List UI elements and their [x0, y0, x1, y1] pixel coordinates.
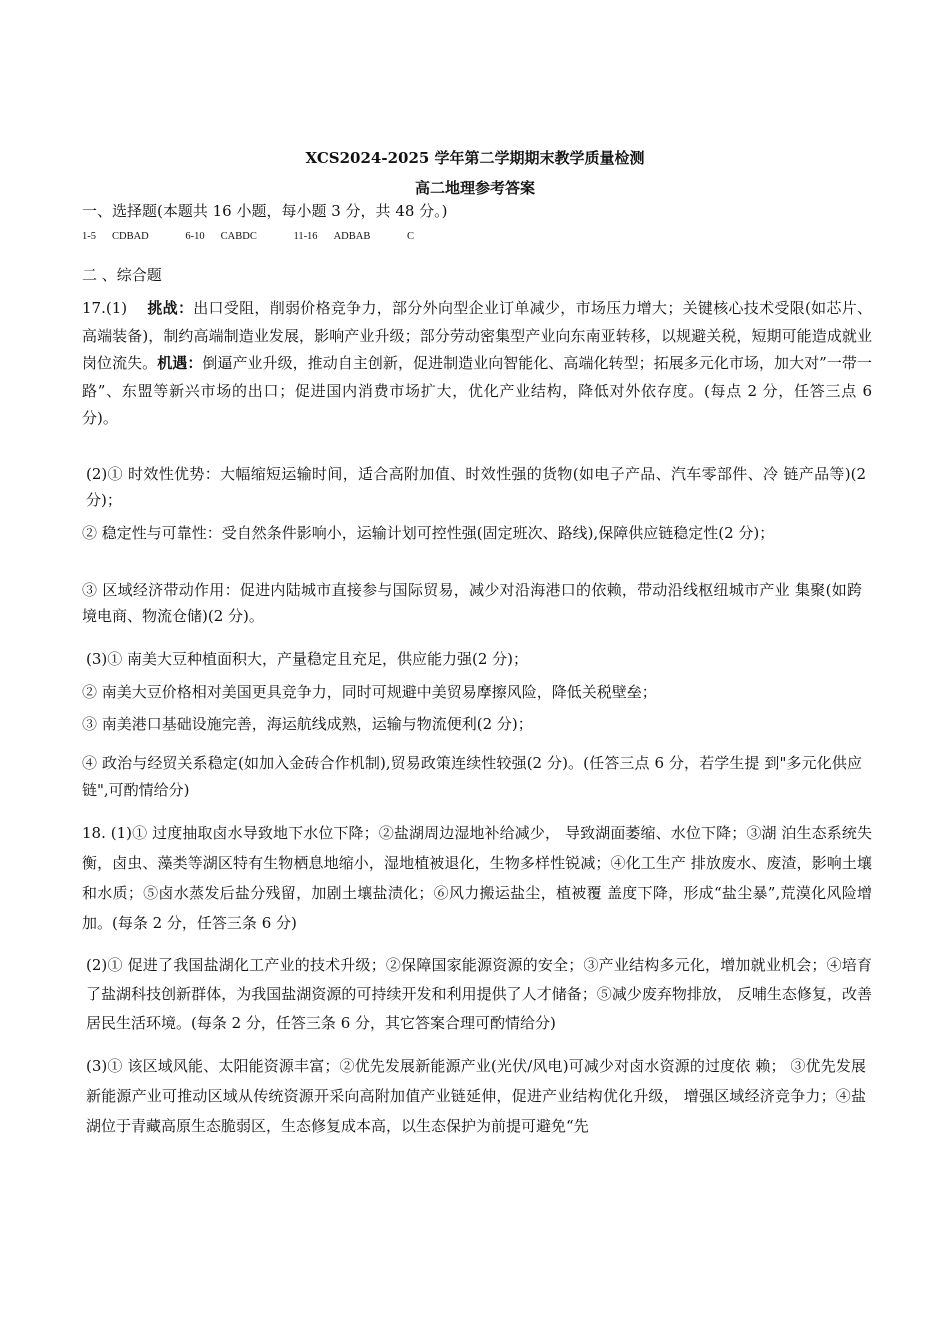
answer-value: ADBAB [333, 231, 371, 242]
opportunity-text: 倒逼产业升级，推动自主创新，促进制造业向智能化、高端化转型；拓展多元化市场，加大对”一带一路”、东盟等新兴市场的出口；促进国内消费市场扩大，优化产业结构，降低对外依存度。(每点 2 分，任答三点 6 分)。 [82, 354, 872, 427]
q17-part2-c: ③ 区域经济带动作用：促进内陆城市直接参与国际贸易，减少对沿海港口的依赖，带动沿线枢纽城市产业 集聚(如跨境电商、物流仓储)(2 分)。 [82, 581, 862, 625]
q17-part2-a: (2)① 时效性优势：大幅缩短运输时间，适合高附加值、时效性强的货物(如电子产品、汽车零部件、冷 链产品等)(2 分)； [86, 465, 866, 509]
answer-range: 1-5 [82, 231, 96, 242]
answer-value: CDBAD [112, 231, 149, 242]
exam-title: XCS2024-2025 学年第二学期期末教学质量检测 [305, 149, 645, 167]
answer-group-3 [293, 231, 386, 242]
q18-part3: (3)① 该区域风能、太阳能资源丰富；②优先发展新能源产业(光伏/风电)可减少对卤水资源的过度依 赖； ③优先发展新能源产业可推动区域从传统资源开采向高附加值产业链延伸，促进产业结构优化升级， 增强区域经济竞争力；④盐湖位于青藏高原生态脆弱区，生态修复成本高，以生态保护为前提可避免“先 [86, 1057, 866, 1135]
opportunity-label: 机遇： [157, 354, 203, 372]
q17-part1 [82, 295, 872, 433]
part2-heading: 二 、综合题 [82, 266, 162, 284]
answer-group-4 [407, 231, 430, 242]
answer-range: 6-10 [185, 231, 205, 242]
answer-group-1 [82, 231, 165, 242]
q17-part3-d: ④ 政治与经贸关系稳定(如加入金砖合作机制),贸易政策连续性较强(2 分)。(任答三点 6 分，若学生提 到"多元化供应链",可酌情给分) [82, 754, 862, 799]
answer-value: CABDC [220, 231, 257, 242]
challenge-text: 出口受阻，削弱价格竞争力，部分外向型企业订单减少，市场压力增大；关键核心技术受限(如芯片、高端装备)，制约高端制造业发展，影响产业升级；部分劳动密集型产业向东南亚转移，以规避关税，短期可能造成就业岗位流失。 [82, 299, 872, 372]
q17-part3-a: (3)① 南美大豆种植面积大，产量稳定且充足，供应能力强(2 分)； [86, 650, 529, 668]
q17-number: 17.(1) [82, 299, 128, 317]
answer-subtitle: 高二地理参考答案 [414, 179, 535, 197]
choice-answers [82, 231, 446, 242]
q17-part2-b: ② 稳定性与可靠性：受自然条件影响小，运输计划可控性强(固定班次、路线),保障供应链稳定性(2 分)； [82, 524, 775, 542]
challenge-label: 挑战： [147, 299, 194, 317]
q18-part2: (2)① 促进了我国盐湖化工产业的技术升级；②保障国家能源资源的安全；③产业结构多元化，增加就业机会；④培育了盐湖科技创新群体，为我国盐湖资源的可持续开发和利用提供了人才储备；⑤减少废弃物排放， 反哺生态修复，改善居民生活环境。(每条 2 分，任答三条 6 分，其它答案合理可酌情给分) [86, 956, 872, 1032]
part1-heading: 一、选择题(本题共 16 小题，每小题 3 分，共 48 分。) [82, 202, 448, 220]
answer-range: 11-16 [293, 231, 318, 242]
q17-part3-c: ③ 南美港口基础设施完善，海运航线成熟，运输与物流便利(2 分)； [82, 715, 533, 733]
q18-part1: 18. (1)① 过度抽取卤水导致地下水位下降；②盐湖周边湿地补给减少， 导致湖面萎缩、水位下降；③湖 泊生态系统失衡，卤虫、藻类等湖区特有生物栖息地缩小，湿地植被退化，生物多样性锐减；④化工生产 排放废水、废渣，影响土壤和水质；⑤卤水蒸发后盐分残留，加剧土壤盐渍化；⑥风力搬运盐尘，植被覆 盖度下降，形成“盐尘暴”,荒漠化风险增加。(每条 2 分，任答三条 6 分) [82, 824, 872, 932]
answer-value: C [406, 231, 414, 242]
q17-part3-b: ② 南美大豆价格相对美国更具竞争力，同时可规避中美贸易摩擦风险，降低关税壁垒； [82, 683, 657, 701]
answer-group-2 [185, 231, 272, 242]
